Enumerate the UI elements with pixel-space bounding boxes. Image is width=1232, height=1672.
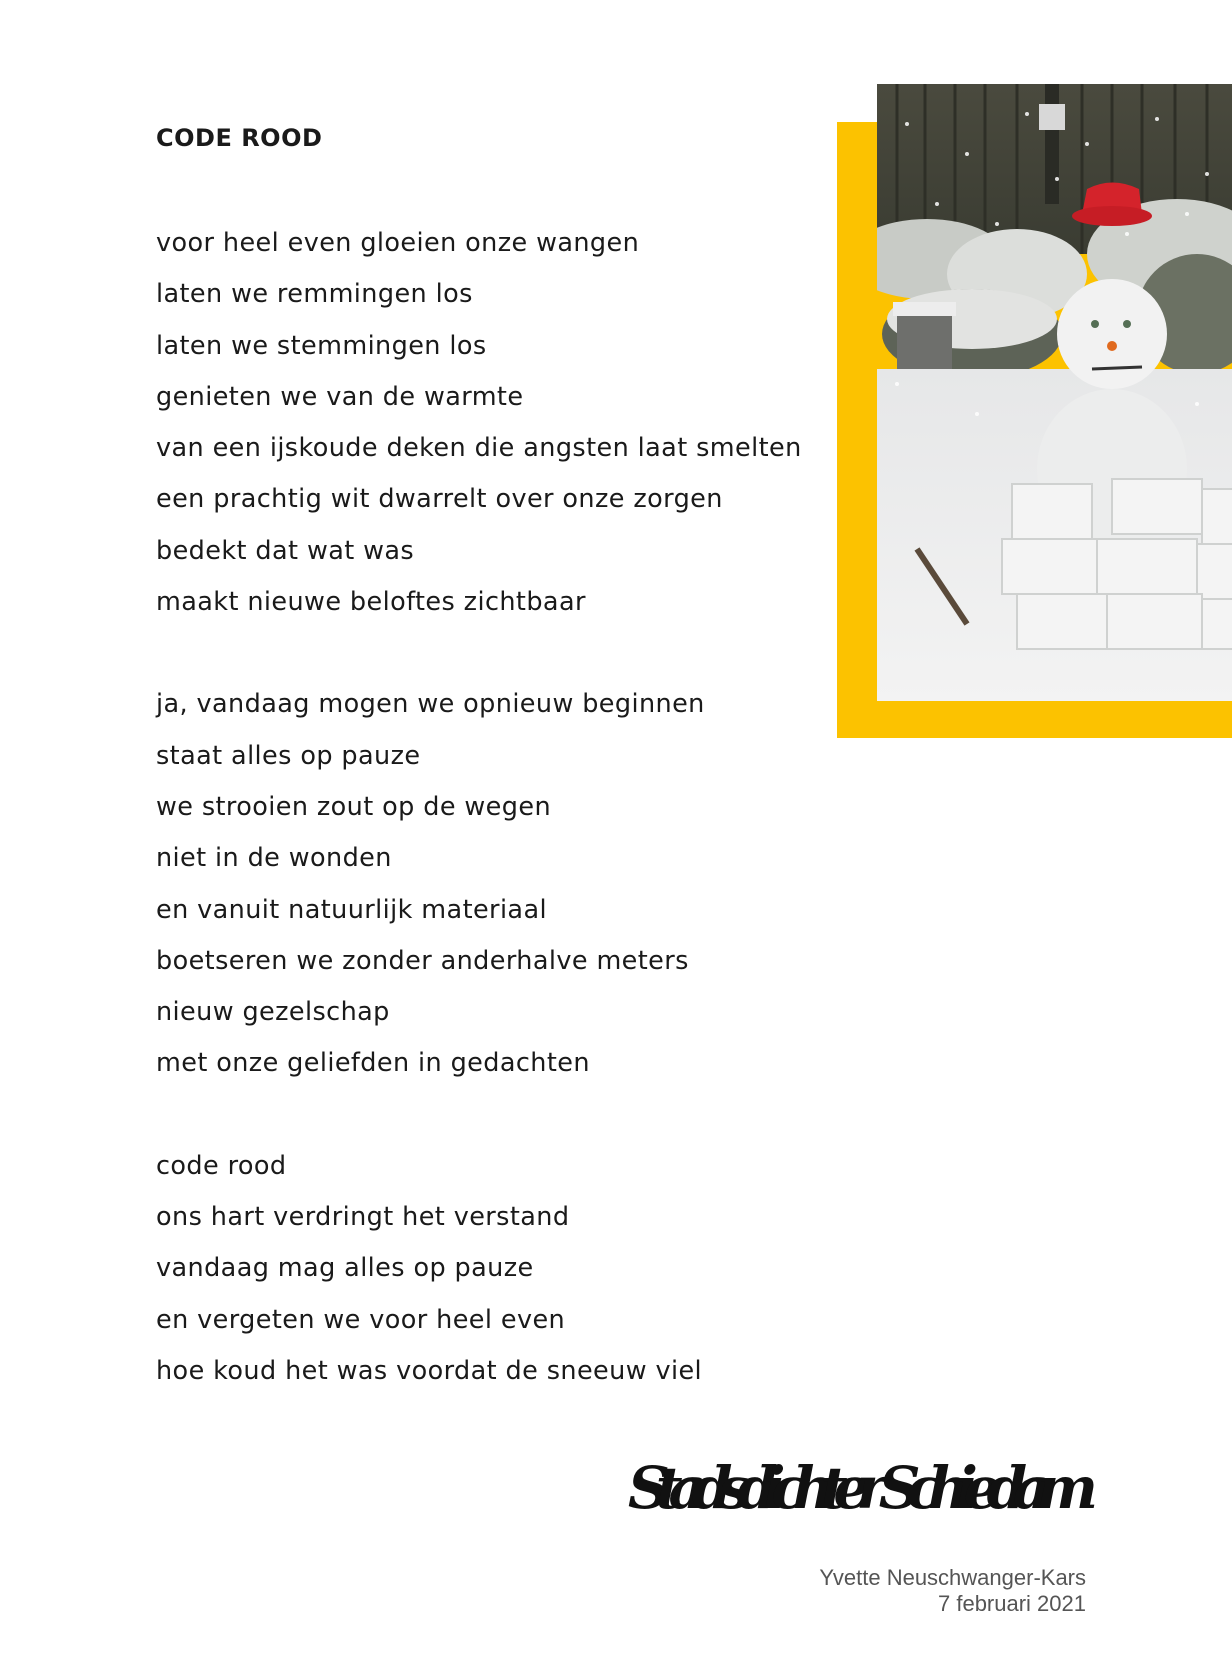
stanza-1 xyxy=(156,222,836,632)
poem-line: staat alles op pauze xyxy=(156,740,421,771)
poem-line: laten we stemmingen los xyxy=(156,330,487,361)
poem-line: bedekt dat wat was xyxy=(156,535,415,566)
poem-line: nieuw gezelschap xyxy=(156,997,390,1028)
poem-line: code rood xyxy=(156,1150,287,1181)
poem-line: vandaag mag alles op pauze xyxy=(156,1253,534,1284)
poem-line: maakt nieuwe beloftes zichtbaar xyxy=(156,587,586,618)
poem-line: genieten we van de warmte xyxy=(156,381,524,412)
poem-line: boetseren we zonder anderhalve meters xyxy=(156,945,689,976)
poem-line: een prachtig wit dwarrelt over onze zorgen xyxy=(156,484,723,515)
poem-line: niet in de wonden xyxy=(156,843,392,874)
snowman-illustration xyxy=(877,84,1232,701)
snowman-photo xyxy=(877,84,1232,701)
poem-line: met onze geliefden in gedachten xyxy=(156,1048,590,1079)
poem-line: van een ijskoude deken die angsten laat smelten xyxy=(156,433,802,464)
stanza-2 xyxy=(156,683,836,1093)
poem-line: we strooien zout op de wegen xyxy=(156,791,552,822)
poem-title: CODE ROOD xyxy=(156,124,323,152)
logo-wordmark: Stadsdichter Schiedam xyxy=(628,1454,1098,1522)
stadsdichter-schiedam-logo xyxy=(628,1440,1108,1540)
poem-line: en vanuit natuurlijk materiaal xyxy=(156,894,547,925)
poem-line: ons hart verdringt het verstand xyxy=(156,1202,570,1233)
stanza-3 xyxy=(156,1145,836,1401)
poem-line: ja, vandaag mogen we opnieuw beginnen xyxy=(156,689,705,720)
poem-line: voor heel even gloeien onze wangen xyxy=(156,228,640,258)
poem-line: hoe koud het was voordat de sneeuw viel xyxy=(156,1355,703,1386)
poem-date: 7 februari 2021 xyxy=(938,1591,1086,1616)
author-name: Yvette Neuschwanger-Kars xyxy=(819,1565,1086,1590)
poem-line: laten we remmingen los xyxy=(156,279,473,310)
poem-line: en vergeten we voor heel even xyxy=(156,1304,566,1335)
poem-body xyxy=(156,222,836,1452)
